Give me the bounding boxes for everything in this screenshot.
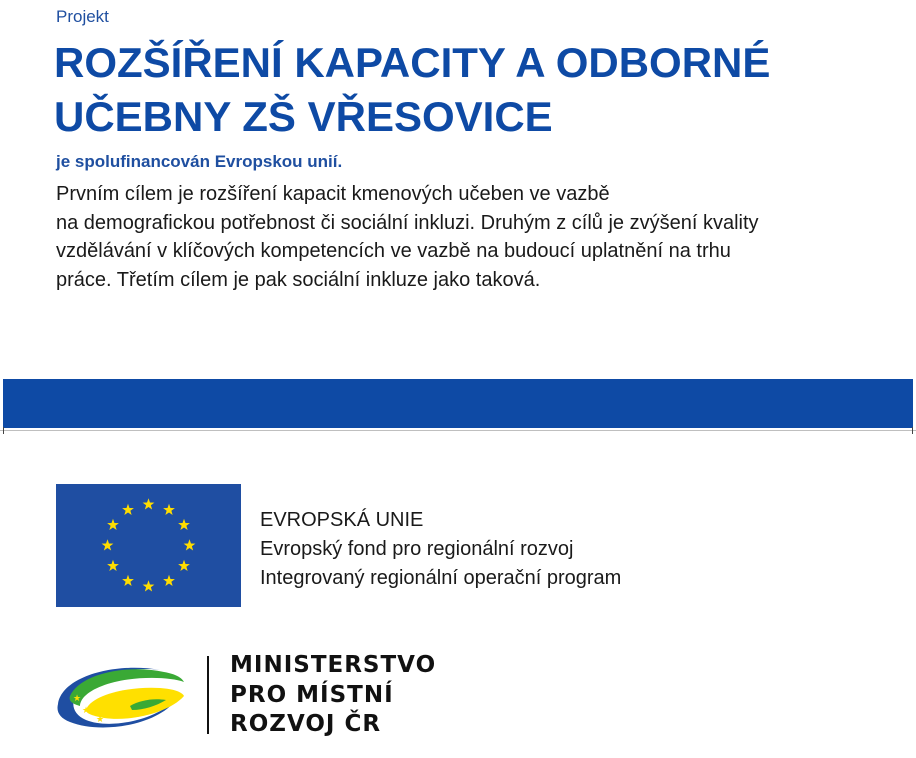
eu-fund-name: Evropský fond pro regionální rozvoj <box>260 538 574 560</box>
eu-star-icon <box>107 560 119 571</box>
eu-star-icon <box>178 560 190 571</box>
eu-program-name: Integrovaný regionální operační program <box>260 567 622 589</box>
eu-star-icon <box>102 539 114 550</box>
eu-text-block <box>260 506 621 593</box>
title-line-1: ROZŠÍŘENÍ KAPACITY A ODBORNÉ <box>54 39 771 86</box>
description-line-3: vzdělávání v klíčových kompetencích ve vazbě na budoucí uplatnění na trhu <box>56 240 731 262</box>
band-tick-left <box>3 427 4 434</box>
svg-text:★: ★ <box>96 715 105 725</box>
description-line-4: práce. Třetím cílem je pak sociální inkluze jako taková. <box>56 268 541 291</box>
band-divider-line <box>0 430 916 431</box>
svg-text:★: ★ <box>82 706 91 716</box>
eu-star-icon <box>163 504 175 515</box>
project-description <box>56 180 896 294</box>
svg-text:★: ★ <box>73 694 82 704</box>
band-tick-right <box>912 427 913 434</box>
eu-star-icon <box>122 504 134 515</box>
ministry-line-3: ROZVOJ ČR <box>230 711 382 737</box>
mmr-divider <box>207 656 209 734</box>
title-line-2: UČEBNY ZŠ VŘESOVICE <box>54 93 553 140</box>
eu-name: EVROPSKÁ UNIE <box>260 509 424 531</box>
eu-star-icon <box>143 580 155 591</box>
eu-star-icon <box>107 519 119 530</box>
ministry-text-block <box>230 651 436 740</box>
project-title <box>54 36 894 144</box>
project-label: Projekt <box>56 7 109 26</box>
eu-star-icon <box>184 539 196 550</box>
eu-star-icon <box>163 575 175 586</box>
mmr-logo-icon <box>56 656 188 733</box>
blue-band <box>3 379 913 428</box>
description-line-2: na demografickou potřebnost či sociální inkluzi. Druhým z cílů je zvýšení kvality <box>56 211 759 234</box>
description-line-1: Prvním cílem je rozšíření kapacit kmenových učeben ve vazbě <box>56 183 610 205</box>
eu-star-icon <box>178 519 190 530</box>
ministry-line-2: PRO MÍSTNÍ <box>230 681 394 708</box>
eu-star-icon <box>143 498 155 509</box>
eu-flag-icon <box>56 484 241 607</box>
eu-star-icon <box>122 575 134 586</box>
cofinanced-note: je spolufinancován Evropskou unií. <box>56 152 343 171</box>
ministry-line-1: MINISTERSTVO <box>230 652 437 678</box>
